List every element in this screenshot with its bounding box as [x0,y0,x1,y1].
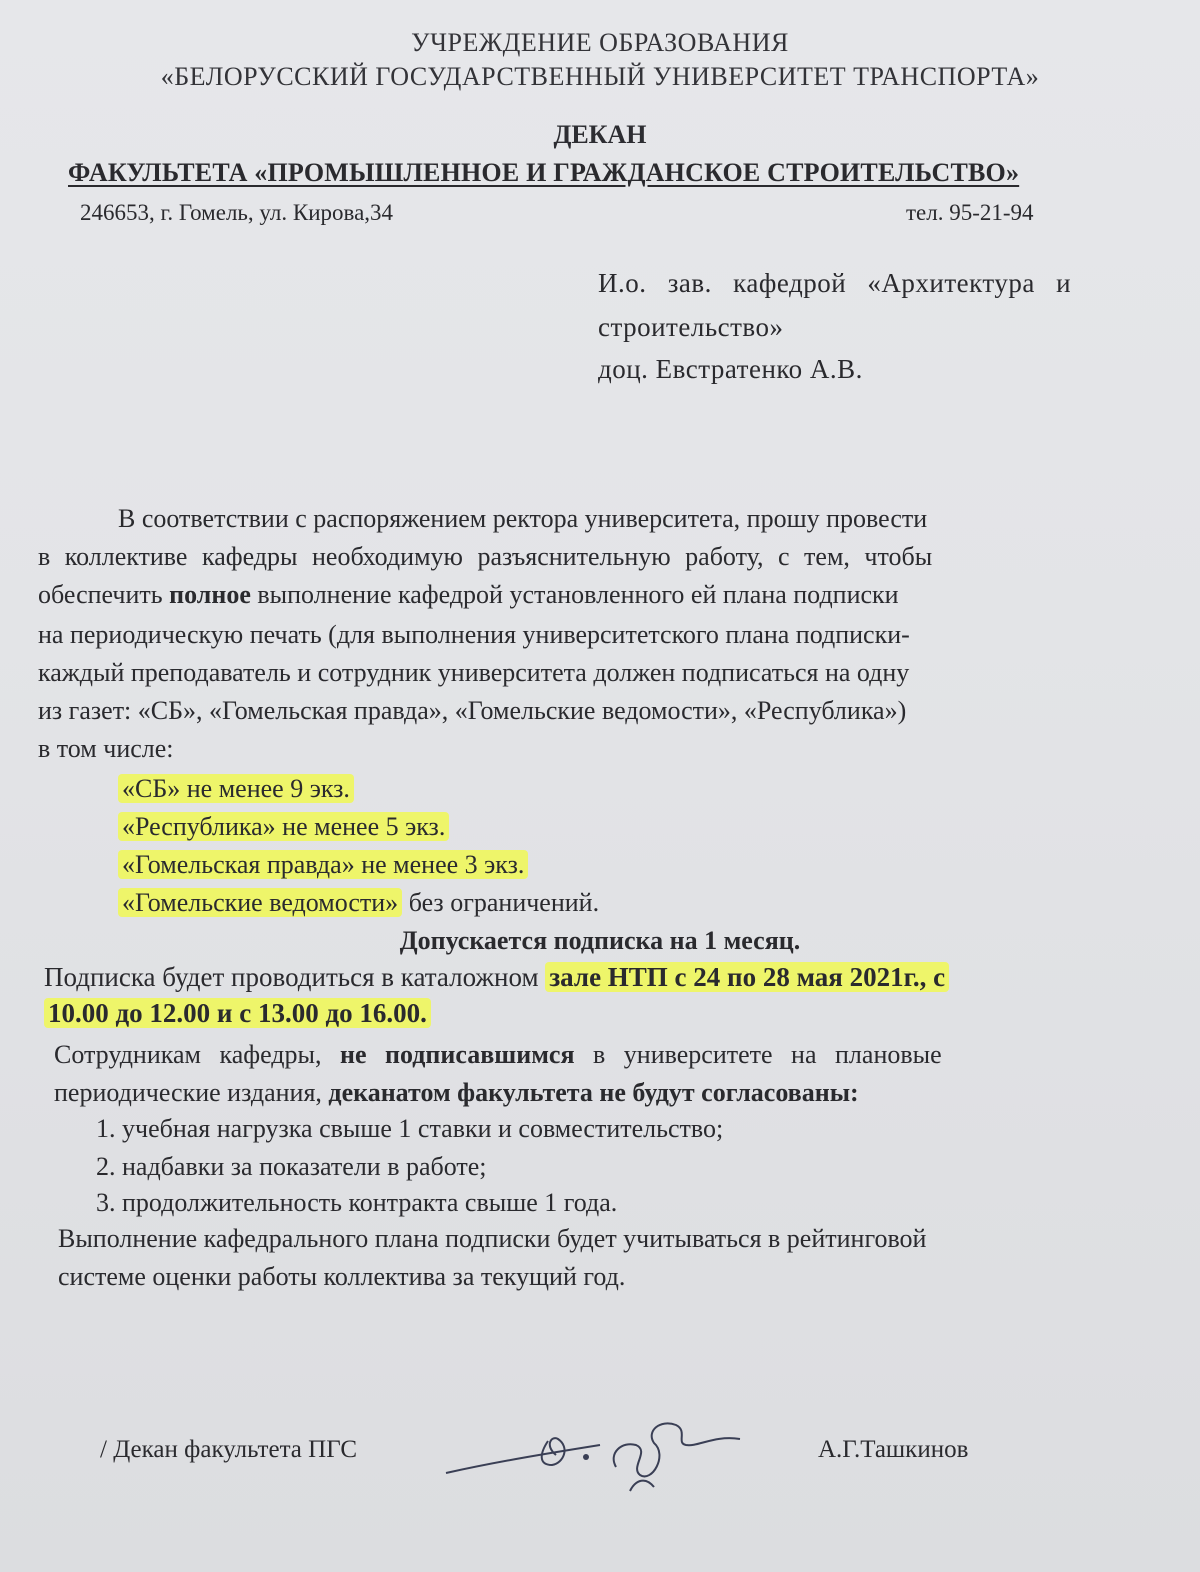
body-line-1: В соответствии с распоряжением ректора университета, прошу провести [118,504,928,533]
body-line-3-start: обеспечить [38,580,170,609]
body-line-4: на периодическую печать (для выполнения университетского плана подписки- [38,620,910,649]
staff-line-1 [54,1040,942,1070]
subscription-item [118,812,449,842]
subscription-item-highlight: «Гомельская правда» не менее 3 экз. [118,850,528,879]
body-line-2: в коллективе кафедры необходимую разъяснительную работу, с тем, чтобы [38,542,933,571]
subscription-place-plain: Подписка будет проводиться в каталожном [44,962,546,992]
faculty-heading: ФАКУЛЬТЕТА «ПРОМЫШЛЕННОЕ И ГРАЖДАНСКОЕ СТРОИТЕЛЬСТВО» [68,158,1020,187]
recipient-line-1: И.о. зав. кафедрой «Архитектура и [598,268,1072,298]
institution-line-1: УЧРЕЖДЕНИЕ ОБРАЗОВАНИЯ [411,28,789,57]
body-line-5: каждый преподаватель и сотрудник университета должен подписаться на одну [38,658,910,687]
subscription-place-line-1 [44,962,949,993]
footer-line-2: системе оценки работы коллектива за текущий год. [58,1262,626,1291]
footer-line-1: Выполнение кафедрального плана подписки будет учитываться в рейтинговой [58,1224,927,1253]
staff-line-1-end: в университете на плановые [574,1040,942,1069]
address: 246653, г. Гомель, ул. Кирова,34 [80,200,394,225]
staff-line-1-start: Сотрудникам кафедры, [54,1040,341,1069]
subscription-item-highlight: «СБ» не менее 9 экз. [118,774,354,803]
body-line-7: в том числе: [38,734,174,763]
signatory-title: / Декан факультета ПГС [100,1436,358,1463]
list-item: 2. надбавки за показатели в работе; [96,1152,487,1181]
institution-line-2: «БЕЛОРУССКИЙ ГОСУДАРСТВЕННЫЙ УНИВЕРСИТЕТ ТРАНСПОРТА» [160,62,1040,91]
subscription-item-highlight: «Гомельские ведомости» [118,888,402,917]
subscription-item [118,774,354,804]
subscription-place-highlight: зале НТП с 24 по 28 мая 2021г., с [545,962,949,992]
subscription-item [118,850,528,880]
subscription-item-rest: без ограничений. [402,888,600,917]
body-line-6: из газет: «СБ», «Гомельская правда», «Гомельские ведомости», «Республика») [38,696,907,725]
recipient-line-2: строительство» [598,312,784,342]
body-line-3 [38,580,899,610]
subscription-time-highlight: 10.00 до 12.00 и с 13.00 до 16.00. [44,998,431,1028]
list-item: 1. учебная нагрузка свыше 1 ставки и совместительство; [96,1114,724,1143]
list-item: 3. продолжительность контракта свыше 1 года. [96,1188,618,1217]
dean-heading: ДЕКАН [553,120,647,149]
allowed-notice: Допускается подписка на 1 месяц. [399,926,801,955]
staff-not-subscribed: не подписавшимся [340,1040,575,1069]
subscription-item [118,888,599,918]
handwritten-signature [440,1395,760,1505]
staff-dean-warning: деканатом факультета не будут согласованы: [328,1078,859,1107]
body-line-3-end: выполнение кафедрой установленного ей плана подписки [250,580,899,609]
staff-line-2-start: периодические издания, [54,1078,329,1107]
recipient-line-3: доц. Евстратенко А.В. [598,354,863,384]
subscription-item-highlight: «Республика» не менее 5 экз. [118,812,449,841]
subscription-place-line-2 [44,998,431,1029]
body-emphasis-full: полное [169,580,251,609]
signatory-name: А.Г.Ташкинов [818,1436,969,1463]
phone: тел. 95-21-94 [906,200,1034,225]
staff-line-2 [54,1078,859,1108]
